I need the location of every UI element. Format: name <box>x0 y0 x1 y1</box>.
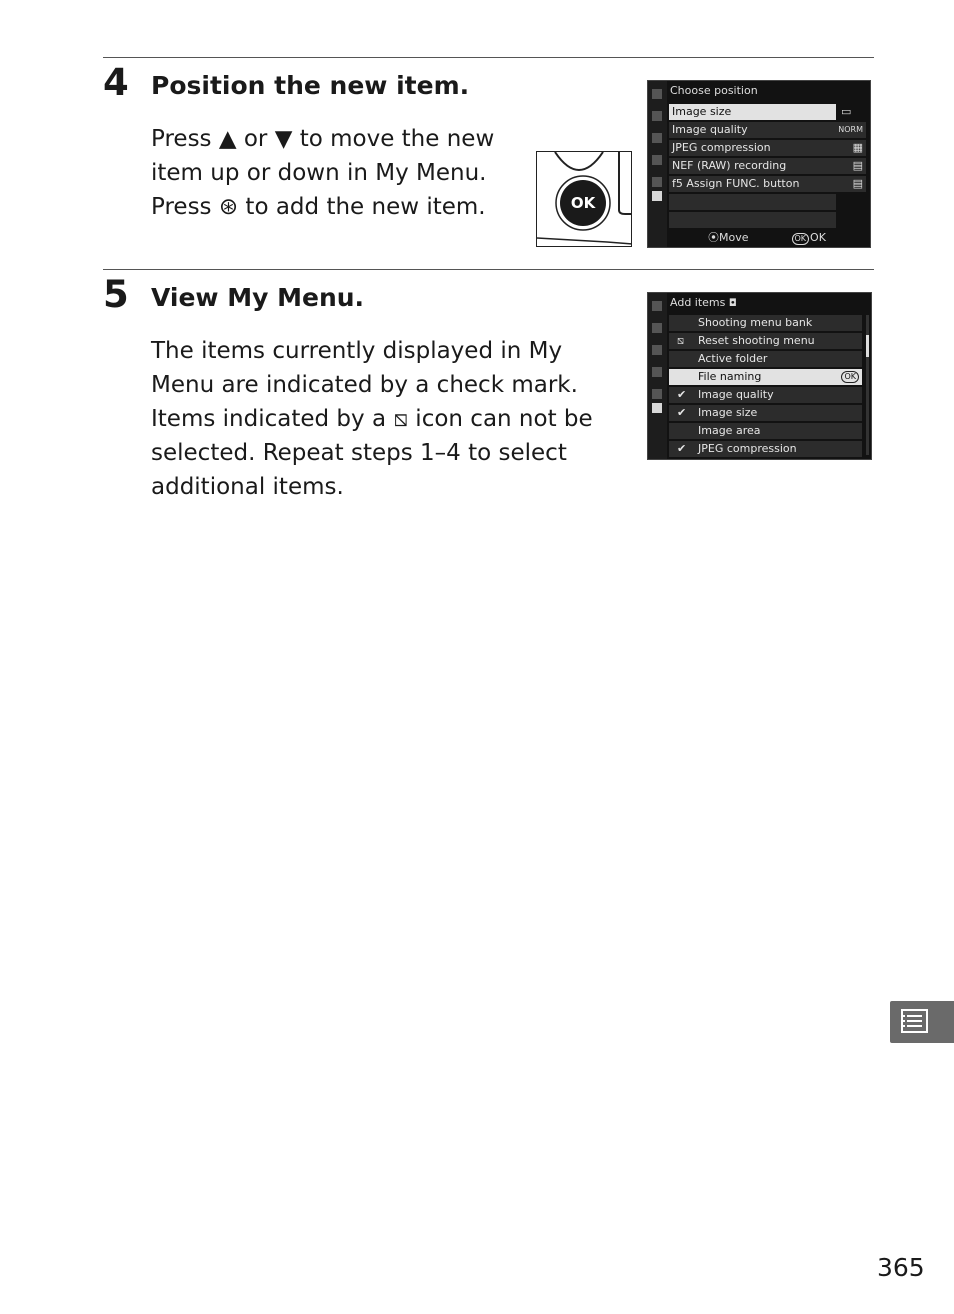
step-title: View My Menu. <box>151 283 365 312</box>
image-size-icon: ▭ <box>841 105 852 118</box>
page-number: 365 <box>877 1253 925 1282</box>
body-line: Press ⊛ to add the new item. <box>151 190 494 224</box>
up-arrow-icon: ▲ <box>218 126 237 152</box>
setup-tab-icon <box>652 367 662 377</box>
choose-position-screen <box>647 80 871 248</box>
menu-row: NEF (RAW) recording ▤ <box>669 158 866 174</box>
menu-row: Shooting menu bank <box>669 315 862 331</box>
body-line: additional items. <box>151 474 344 500</box>
ok-badge-icon: OK <box>792 233 810 245</box>
body-line: selected. Repeat steps 1–4 to select <box>151 440 567 466</box>
playback-tab-icon <box>652 89 662 99</box>
menu-row: JPEG compression ▦ <box>669 140 866 156</box>
screen-header: Add items ◘ <box>670 296 737 309</box>
step-number: 4 <box>103 61 129 104</box>
empty-row <box>669 194 836 210</box>
custom-tab-icon <box>652 345 662 355</box>
my-menu-section-tab <box>890 1001 954 1043</box>
screen-header: Choose position <box>670 84 758 97</box>
check-icon: ✔ <box>677 406 687 419</box>
menu-row: f5 Assign FUNC. button ▤ <box>669 176 866 192</box>
my-menu-tab-icon <box>652 191 662 201</box>
camera-icon: ◘ <box>728 298 737 309</box>
step-body <box>151 122 494 224</box>
body-line: Menu are indicated by a check mark. <box>151 372 578 398</box>
shooting-tab-icon <box>652 323 662 333</box>
menu-list-icon <box>901 1009 928 1033</box>
step-title: Position the new item. <box>151 71 470 100</box>
add-items-screen <box>647 292 872 460</box>
menu-row: ⧅ Reset shooting menu <box>669 333 862 349</box>
not-selectable-icon: ⧅ <box>677 334 684 347</box>
menu-tabs <box>648 293 667 459</box>
step-number: 5 <box>103 273 129 316</box>
menu-row: Active folder <box>669 351 862 367</box>
my-menu-tab-icon <box>652 403 662 413</box>
quality-value: NORM <box>838 125 863 134</box>
empty-row <box>669 212 836 228</box>
menu-row: ✔ JPEG compression <box>669 441 862 457</box>
ok-label: OK <box>570 194 596 212</box>
ok-button-illustration <box>536 151 632 247</box>
section-divider <box>103 269 874 270</box>
step-body <box>151 334 593 504</box>
down-arrow-icon: ▼ <box>274 126 293 152</box>
compression-icon: ▦ <box>852 141 863 154</box>
setup-tab-icon <box>652 155 662 165</box>
section-divider <box>103 57 874 58</box>
raw-icon: ▤ <box>852 159 863 172</box>
menu-tabs <box>648 81 667 247</box>
menu-row: ✔ Image quality <box>669 387 862 403</box>
menu-row: Image area <box>669 423 862 439</box>
menu-row-selected: File naming OK <box>669 369 862 385</box>
playback-tab-icon <box>652 301 662 311</box>
body-line: Press ▲ or ▼ to move the new <box>151 122 494 156</box>
check-icon: ✔ <box>677 388 687 401</box>
body-line: The items currently displayed in My <box>151 338 563 364</box>
not-selectable-icon: ⧅ <box>393 406 408 432</box>
retouch-tab-icon <box>652 177 662 187</box>
screen-footer: ⦿Move OK OK <box>708 231 826 244</box>
shooting-tab-icon <box>652 111 662 121</box>
ok-button-icon: ⊛ <box>218 194 239 220</box>
body-line: item up or down in My Menu. <box>151 160 487 186</box>
scrollbar <box>866 315 869 455</box>
retouch-tab-icon <box>652 389 662 399</box>
body-line: Items indicated by a ⧅ icon can not be <box>151 402 593 436</box>
func-icon: ▤ <box>852 177 863 190</box>
menu-row: Image quality NORM <box>669 122 866 138</box>
custom-tab-icon <box>652 133 662 143</box>
menu-row: Image size <box>669 104 836 120</box>
scroll-thumb <box>866 335 869 357</box>
check-icon: ✔ <box>677 442 687 455</box>
multi-selector-icon: ⦿ <box>708 231 719 244</box>
ok-badge-icon: OK <box>841 371 859 383</box>
menu-row: ✔ Image size <box>669 405 862 421</box>
